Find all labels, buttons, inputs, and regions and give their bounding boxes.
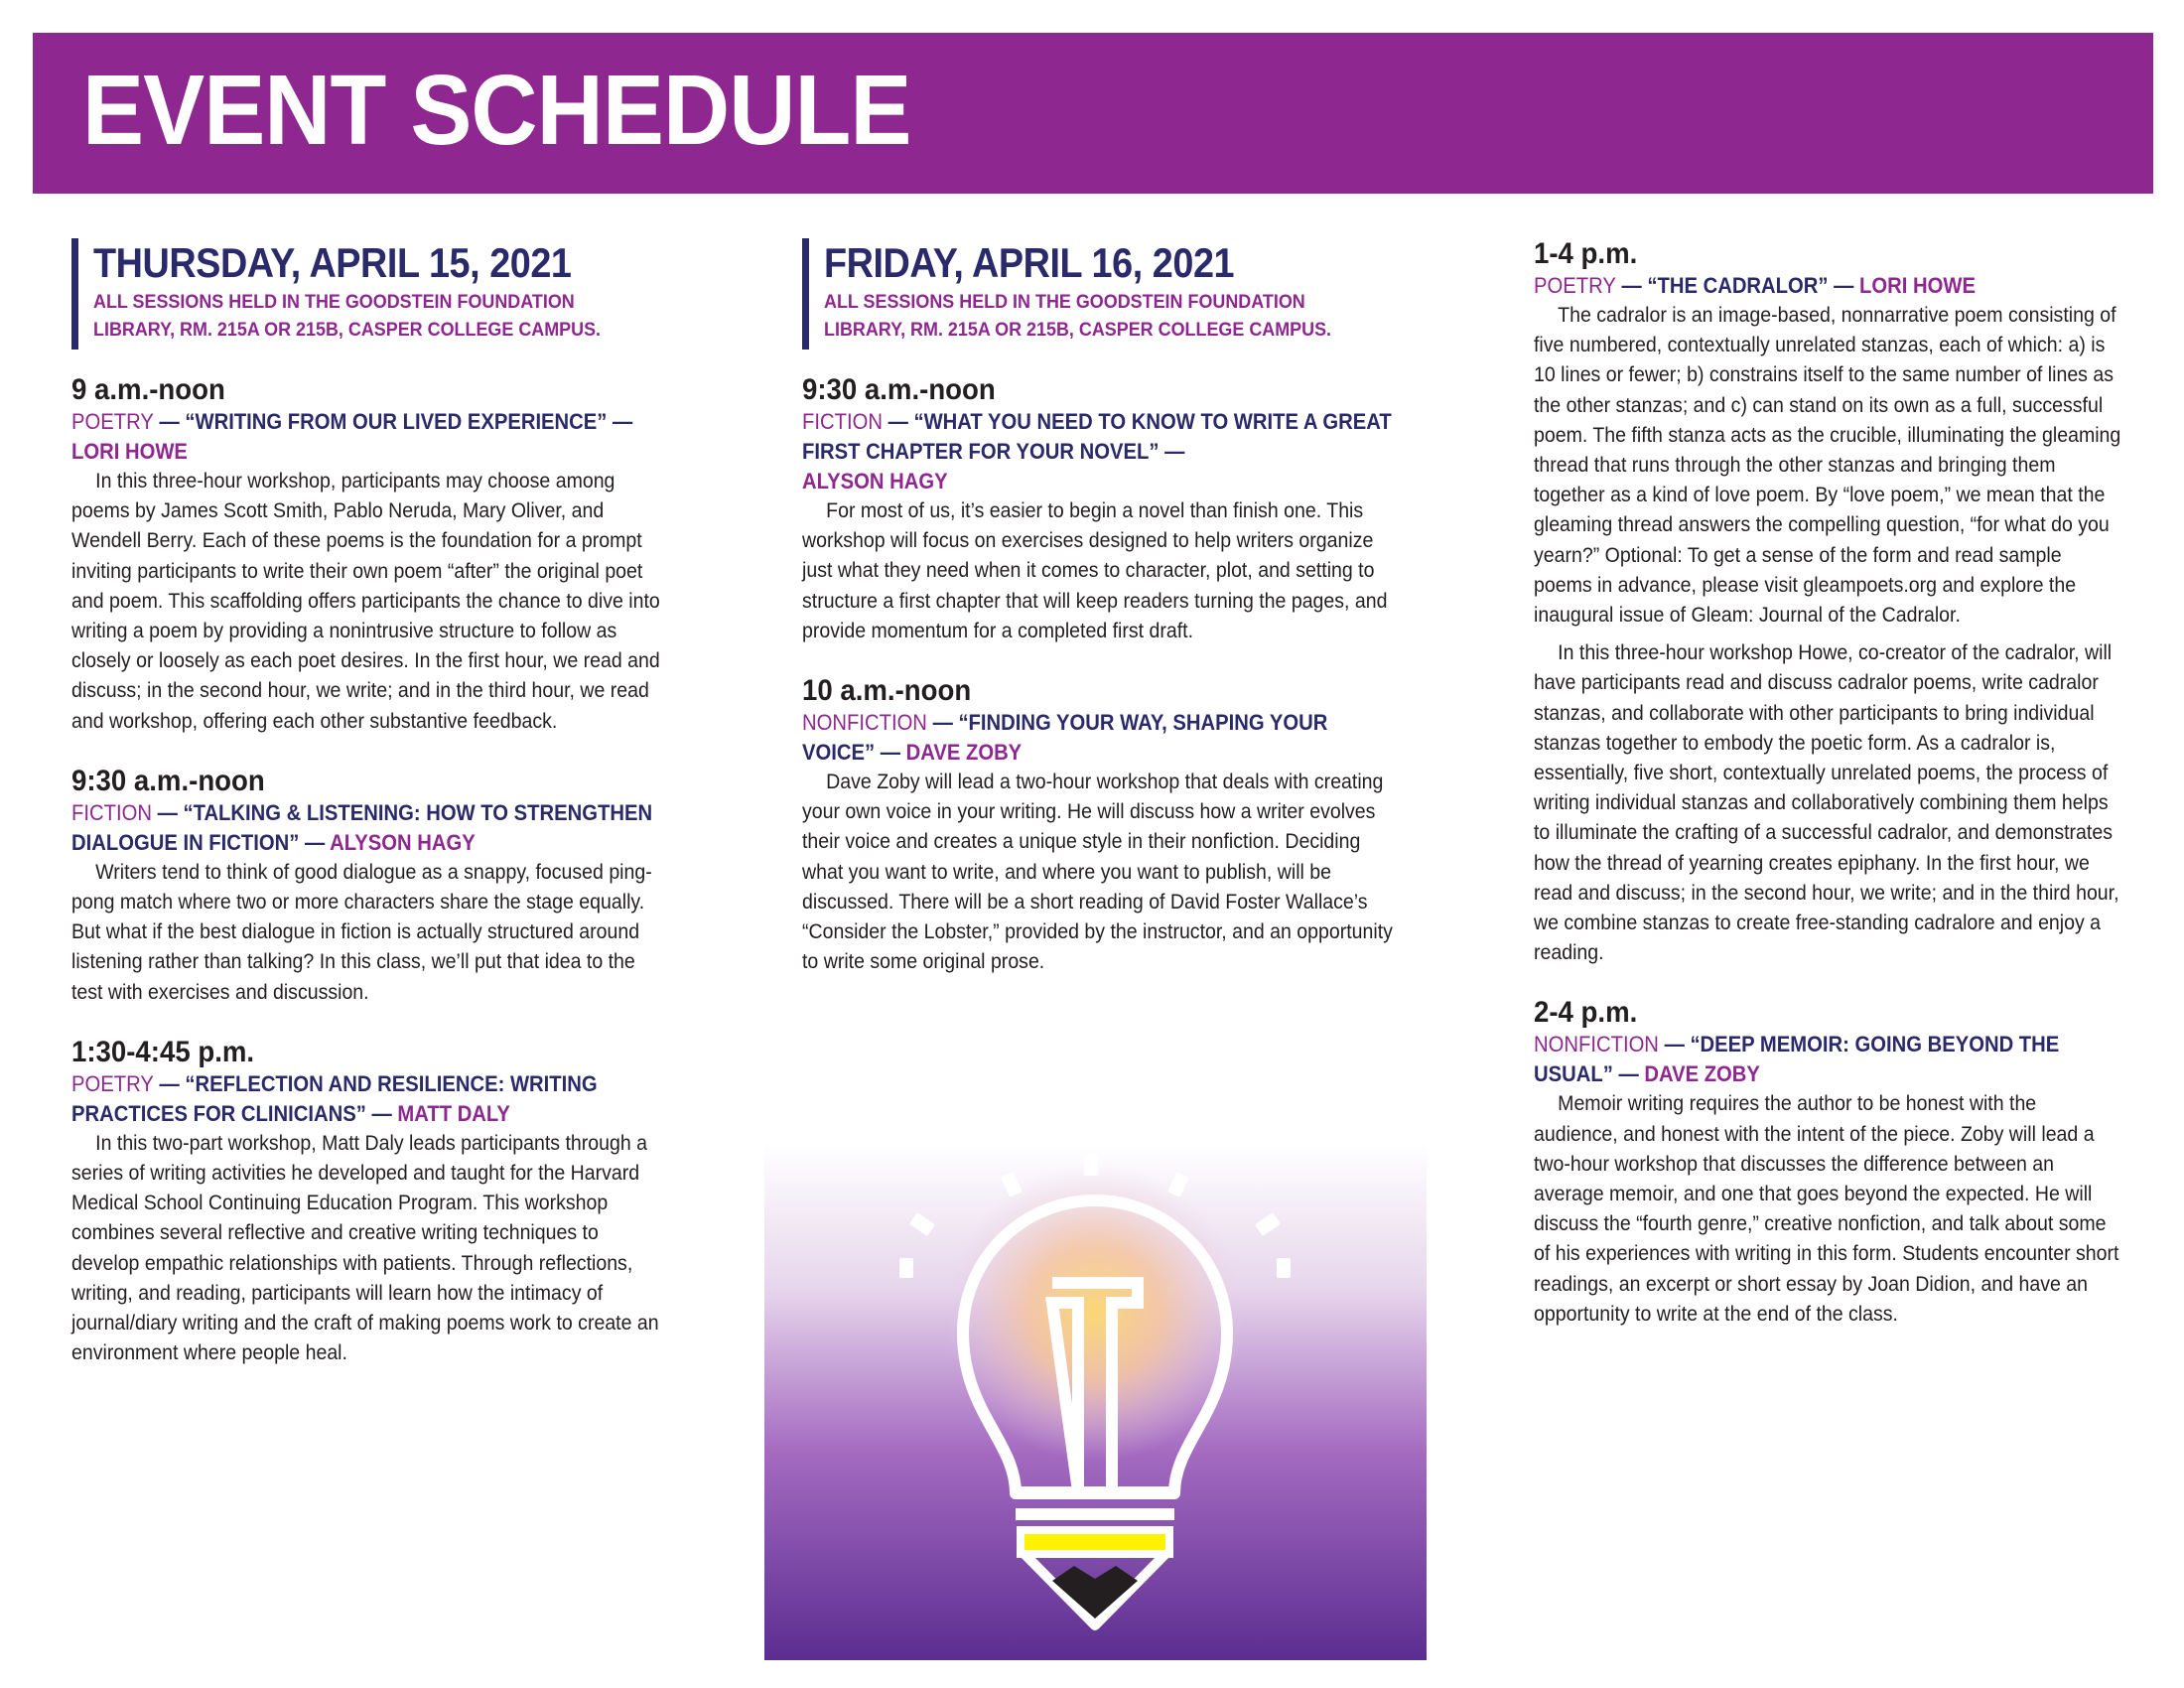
page-title: EVENT SCHEDULE [82,55,911,166]
session [71,765,667,1008]
session-category: FICTION [71,799,152,825]
session-title: — “WRITING FROM OUR LIVED EXPERIENCE” — [159,409,633,434]
session-heading [71,798,665,858]
day-title: FRIDAY, APRIL 16, 2021 [824,239,1235,286]
session [1534,237,2129,968]
session-description: In this two-part workshop, Matt Daly leads participants through a series of writing activities he developed and taught for the Harvard Medical School Continuing Education Program. This workshop combines several reflective and creative writing techniques to develop empathic relationships with patients. Through reflections, writing, and reading, participants will learn how the intimacy of journal/diary writing and the craft of making poems work to create an environment where people heal. [71,1131,659,1365]
session-presenter: ALYSON HAGY [802,469,948,493]
session-presenter: MATT DALY [397,1100,510,1126]
session-category: POETRY [71,1070,154,1096]
session-title: — “DEEP MEMOIR: GOING BEYOND THE USUAL” — [1534,1032,2060,1087]
session-category: POETRY [1534,273,1616,298]
session [802,674,1398,977]
location-note: LIBRARY, RM. 215A OR 215B, CASPER COLLEGE CAMPUS. [824,319,1332,341]
session-description: Memoir writing requires the author to be honest with the audience, and honest with the intent of the piece. Zoby will lead a two-hour workshop that discusses the difference between an average memoir, and one that goes beyond the expected. He will discuss the “fourth genre,” creative nonfiction, and talk about some of his experiences with writing in this form. Students encounter short readings, an excerpt or short essay by Joan Didion, and have an opportunity to write at the end of the class. [1534,1092,2119,1326]
header-banner [33,33,2153,194]
session-presenter: DAVE ZOBY [1644,1061,1760,1087]
session-description: In this three-hour workshop, participants may choose among poems by James Scott Smith, Pablo Neruda, Mary Oliver, and Wendell Berry. Each of these poems is the foundation for a prompt inviting participants to write their own poem “after” the original poet and poem. This scaffolding offers participants the chance to dive into writing a poem by providing a nonintrusive structure to follow as closely or loosely as each poet desires. In the first hour, we read and discuss; in the second hour, we write; and in the third hour, we read and workshop, offering each other substantive feedback. [71,470,660,733]
lightbulb-pencil-icon [764,1144,1427,1660]
session-description: Dave Zoby will lead a two-hour workshop that deals with creating your own voice in your writing. He will discuss how a writer evolves their voice and creates a unique style in their nonfiction. Deciding what you want to write, and where you want to publish, will be discussed. There will be a short reading of David Foster Wallace’s “Consider the Lobster,” provided by the instructor, and an opportunity to write some original prose. [802,771,1393,974]
session-heading [1534,1030,2127,1089]
day-title: THURSDAY, APRIL 15, 2021 [93,239,572,286]
session-heading [802,708,1396,768]
lightbulb-pencil-illustration [764,1144,1427,1660]
session-description: The cadralor is an image-based, nonnarrative poem consisting of five numbered, contextually unrelated stanzas, each of which: a) is 10 lines or fewer; b) constrains itself to the same number of lines as the other stanzas; and c) can stand on its own as a full, successful poem. The fifth stanza acts as the crucible, illuminating the gleaming thread that runs through the other stanzas and bringing them together as a kind of love poem. By “love poem,” we mean that the gleaming thread answers the compelling question, “for what do you yearn?” Optional: To get a sense of the form and read sample poems in advance, please visit gleampoets.org and explore the inaugural issue of Gleam: Journal of the Cadralor. [1534,304,2121,628]
location-note: LIBRARY, RM. 215A OR 215B, CASPER COLLEGE CAMPUS. [93,319,602,341]
session [71,1036,667,1369]
session-title: — “WHAT YOU NEED TO KNOW TO WRITE A GREAT FIRST CHAPTER FOR YOUR NOVEL” — [802,409,1392,464]
session-time: 1-4 p.m. [1534,237,1638,270]
session [71,373,667,737]
session-description-continued: In this three-hour workshop Howe, co-creator of the cadralor, will have participants read and discuss cadralor poems, write cadralor stanzas, and collaborate with other participants to bring individual stanzas together to embody the poetic form. As a cadralor is, essentially, five short, contextually unrelated poems, the process of writing individual stanzas and collaboratively combining them helps to illuminate the crafting of a successful cadralor, and demonstrates how the thread of yearning creates epiphany. In the first hour, we read and discuss; in the second hour, we write; and in the third hour, we combine stanzas to create free-standing cadralore and enjoy a reading. [1534,641,2119,965]
location-note: ALL SESSIONS HELD IN THE GOODSTEIN FOUNDATION [824,291,1305,313]
session-category: NONFICTION [1534,1032,1659,1057]
session-time: 1:30-4:45 p.m. [71,1035,255,1068]
session-title: — “REFLECTION AND RESILIENCE: WRITING PRACTICES FOR CLINICIANS” — [71,1070,598,1126]
session [802,373,1398,646]
session-heading [71,407,665,467]
session-title: — “FINDING YOUR WAY, SHAPING YOUR VOICE” — [802,710,1328,766]
session-presenter: LORI HOWE [1859,273,1976,298]
session-title: — “TALKING & LISTENING: HOW TO STRENGTHEN DIALOGUE IN FICTION” — [71,799,653,855]
accent-bar [802,238,809,350]
session-heading [1534,271,2127,301]
session-presenter: LORI HOWE [71,439,188,464]
session-category: NONFICTION [802,710,927,736]
session-heading [71,1069,665,1129]
friday-column [802,238,1398,1005]
session-time: 9 a.m.-noon [71,373,225,406]
day-header [802,238,1398,344]
session-title: — “THE CADRALOR” — [1621,273,1854,298]
session-category: FICTION [802,409,883,434]
session-description: Writers tend to think of good dialogue as a snappy, focused ping-pong match where two or more characters share the stage equally. But what if the best dialogue in fiction is actually structured around listening rather than talking? In this class, we’ll put that idea to the test with exercises and discussion. [71,860,652,1004]
session-heading [802,407,1396,496]
session-time: 2-4 p.m. [1534,996,1638,1030]
accent-bar [71,238,78,350]
session-description: For most of us, it’s easier to begin a novel than finish one. This workshop will focus on exercises designed to help writers organize just what they need when it comes to character, plot, and setting to structure a first chapter that will keep readers turning the pages, and provide momentum for a completed first draft. [802,499,1388,642]
location-note: ALL SESSIONS HELD IN THE GOODSTEIN FOUNDATION [93,291,575,313]
session-time: 10 a.m.-noon [802,674,972,708]
session [1534,996,2129,1330]
day-header [71,238,667,344]
session-presenter: ALYSON HAGY [330,829,476,855]
session-category: POETRY [71,409,154,434]
session-time: 9:30 a.m.-noon [802,373,996,406]
session-time: 9:30 a.m.-noon [71,764,265,797]
friday-continued-column [1534,237,2129,1357]
session-presenter: DAVE ZOBY [905,740,1023,766]
thursday-column [71,238,667,1396]
